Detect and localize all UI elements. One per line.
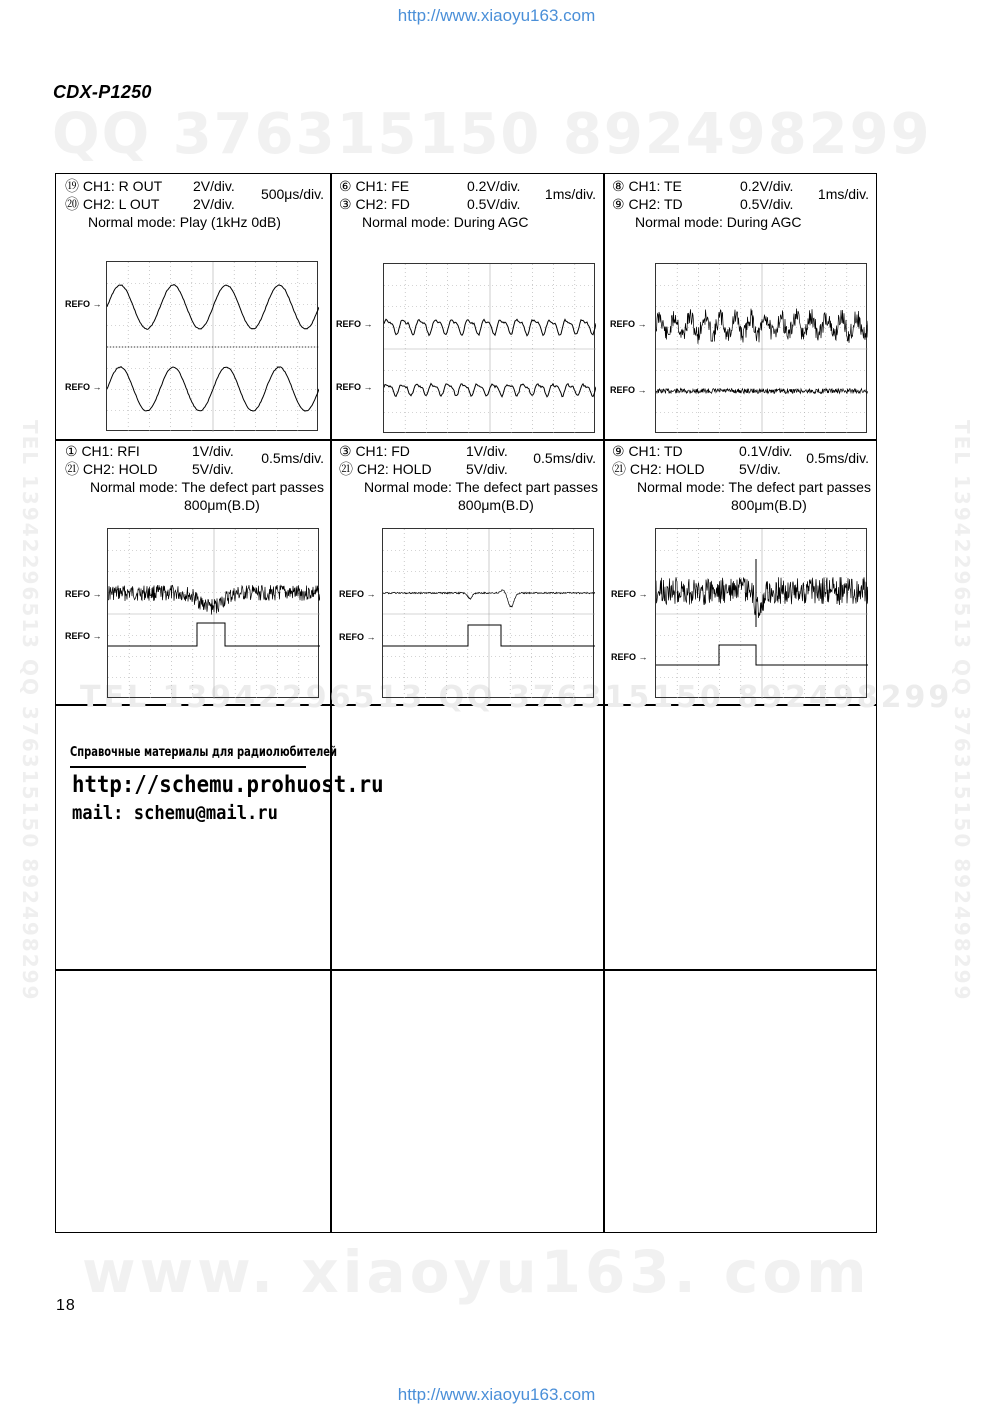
channel-1-label: [339, 442, 508, 460]
oscilloscope-trace: [108, 529, 320, 699]
time-scale: 500μs/div.: [260, 186, 324, 202]
mode-detail: 800μm(B.D): [731, 497, 807, 513]
ch1-name: ① CH1: RFI: [65, 443, 140, 459]
mode-label: Normal mode: During AGC: [362, 214, 529, 230]
mode-label: Normal mode: Play (1kHz 0dB): [88, 214, 281, 230]
waveform-panel: [57, 439, 330, 704]
oscilloscope-trace: [384, 264, 596, 434]
mode-label: Normal mode: During AGC: [635, 214, 802, 230]
channel-1-label: [65, 442, 234, 460]
watermark-bottom: www. xiaoyu163. com: [82, 1238, 871, 1306]
oscilloscope-display: [106, 261, 318, 431]
ch2-name: ㉑ CH2: HOLD: [65, 461, 158, 477]
refo-marker-2: REFO →: [65, 382, 102, 392]
refo-marker-1: REFO →: [336, 319, 373, 329]
oscilloscope-display: [107, 528, 319, 698]
oscilloscope-display: [655, 528, 867, 698]
mode-detail: 800μm(B.D): [458, 497, 534, 513]
header-url-link[interactable]: http://www.xiaoyu163.com: [397, 6, 596, 25]
reference-mail[interactable]: mail: schemu@mail.ru: [72, 802, 278, 824]
ch2-name: ㉑ CH2: HOLD: [612, 461, 705, 477]
ch2-name: ③ CH2: FD: [339, 196, 410, 212]
refo-marker-2: REFO →: [339, 632, 376, 642]
ch2-scale: 5V/div.: [739, 461, 781, 477]
ch1-scale: 0.2V/div.: [467, 178, 521, 194]
ch1-scale: 1V/div.: [192, 443, 234, 459]
refo-marker-2: REFO →: [611, 652, 648, 662]
ch2-scale: 2V/div.: [193, 196, 235, 212]
ch2-name: ⑨ CH2: TD: [612, 196, 683, 212]
channel-2-label: [339, 460, 508, 478]
channel-2-label: [65, 460, 234, 478]
time-scale: 0.5ms/div.: [261, 450, 324, 466]
ch1-scale: 0.1V/div.: [739, 443, 793, 459]
time-scale: 1ms/div.: [817, 186, 869, 202]
model-title: CDX-P1250: [53, 82, 152, 102]
refo-marker-1: REFO →: [65, 299, 102, 309]
ch1-scale: 2V/div.: [193, 178, 235, 194]
refo-marker-1: REFO →: [610, 319, 647, 329]
oscilloscope-trace: [383, 529, 595, 699]
refo-marker-2: REFO →: [610, 385, 647, 395]
ch2-scale: 5V/div.: [466, 461, 508, 477]
ch1-scale: 1V/div.: [466, 443, 508, 459]
ch1-name: ⑥ CH1: FE: [339, 178, 410, 194]
mode-label: Normal mode: The defect part passes: [364, 479, 598, 495]
waveform-panel: [331, 439, 604, 704]
page-number: 18: [56, 1297, 76, 1314]
ch1-name: ③ CH1: FD: [339, 443, 410, 459]
oscilloscope-trace: [107, 262, 319, 432]
waveform-panel: [331, 174, 604, 439]
channel-1-label: [65, 177, 235, 195]
watermark-top: QQ 376315150 892498299: [52, 102, 932, 167]
ch1-name: ⑨ CH1: TD: [612, 443, 683, 459]
refo-marker-1: REFO →: [65, 589, 102, 599]
channel-2-label: [65, 195, 235, 213]
refo-marker-2: REFO →: [336, 382, 373, 392]
waveform-panel: [57, 174, 330, 439]
oscilloscope-display: [383, 263, 595, 433]
ch1-name: ⑲ CH1: R OUT: [65, 178, 163, 194]
channel-1-label: [612, 442, 793, 460]
footer-url-link[interactable]: http://www.xiaoyu163.com: [397, 1385, 596, 1404]
reference-underline: [70, 766, 306, 768]
ch2-scale: 5V/div.: [192, 461, 234, 477]
oscilloscope-trace: [656, 529, 868, 699]
channel-1-label: [612, 177, 794, 195]
refo-marker-2: REFO →: [65, 631, 102, 641]
time-scale: 1ms/div.: [544, 186, 596, 202]
time-scale: 0.5ms/div.: [533, 450, 596, 466]
waveform-panel: [604, 439, 877, 704]
ch2-name: ㉑ CH2: HOLD: [339, 461, 432, 477]
oscilloscope-trace: [656, 264, 868, 434]
channel-2-label: [612, 195, 794, 213]
waveform-panel: [604, 174, 877, 439]
refo-marker-1: REFO →: [339, 589, 376, 599]
channel-2-label: [612, 460, 781, 478]
channel-1-label: [339, 177, 521, 195]
ch2-scale: 0.5V/div.: [467, 196, 521, 212]
time-scale: 0.5ms/div.: [806, 450, 869, 466]
oscilloscope-display: [655, 263, 867, 433]
channel-2-label: [339, 195, 521, 213]
mode-label: Normal mode: The defect part passes: [90, 479, 324, 495]
oscilloscope-display: [382, 528, 594, 698]
ch1-scale: 0.2V/div.: [740, 178, 794, 194]
ch1-name: ⑧ CH1: TE: [612, 178, 682, 194]
watermark-side-right: TEL 13942296513 QQ 376315150 892498299: [950, 420, 974, 1002]
refo-marker-1: REFO →: [611, 589, 648, 599]
ch2-scale: 0.5V/div.: [740, 196, 794, 212]
reference-url[interactable]: http://schemu.prohuost.ru: [72, 772, 384, 798]
mode-label: Normal mode: The defect part passes: [637, 479, 871, 495]
watermark-middle: TEL 13942296513 QQ 376315150 892498299: [80, 680, 953, 715]
reference-title: Справочные материалы для радиолюбителей: [70, 745, 338, 760]
mode-detail: 800μm(B.D): [184, 497, 260, 513]
ch2-name: ⑳ CH2: L OUT: [65, 196, 160, 212]
watermark-side-left: TEL 13942296513 QQ 376315150 892498299: [18, 420, 42, 1002]
